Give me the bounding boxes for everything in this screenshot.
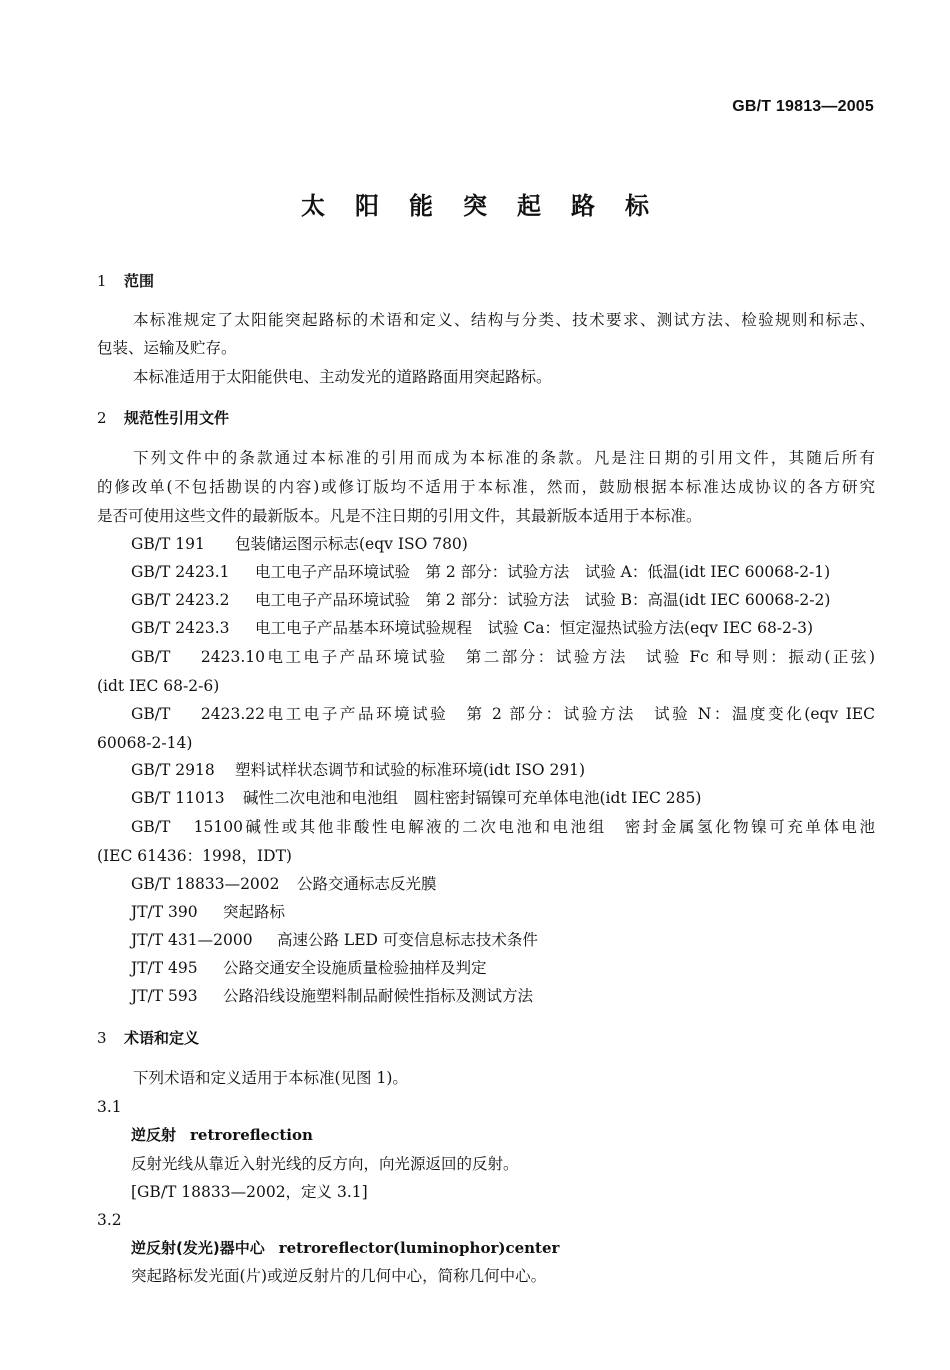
reference-item: GB/T 191 包装储运图示标志(eqv ISO 780) (131, 535, 468, 553)
reference-item: GB/T 2918 塑料试样状态调节和试验的标准环境(idt ISO 291) (131, 761, 586, 779)
term-source: [GB/T 18833—2002，定义 3.1] (131, 1183, 368, 1201)
term-definition: 反射光线从靠近入射光线的反方向，向光源返回的反射。 (131, 1155, 519, 1173)
paragraph-line: 本标准适用于太阳能供电、主动发光的道路路面用突起路标。 (133, 368, 552, 386)
standard-number: GB/T 19813—2005 (732, 98, 874, 115)
reference-item: GB/T 2423.10电工电子产品环境试验 第二部分：试验方法 试验 Fc 和导则：振动(正弦) (131, 648, 875, 666)
paragraph-line: 的修改单(不包括勘误的内容)或修订版均不适用于本标准，然而，鼓励根据本标准达成协议的各方研究 (97, 478, 875, 496)
reference-item-continuation: 60068-2-14) (97, 734, 193, 752)
paragraph-line: 包装、运输及贮存。 (97, 339, 237, 357)
paragraph-line: 是否可使用这些文件的最新版本。凡是不注日期的引用文件，其最新版本适用于本标准。 (97, 507, 702, 525)
document-title: 太阳能突起路标 (301, 192, 679, 220)
paragraph-line: 下列文件中的条款通过本标准的引用而成为本标准的条款。凡是注日期的引用文件，其随后所有 (133, 449, 875, 467)
reference-item: GB/T 2423.22电工电子产品环境试验 第 2 部分：试验方法 试验 N：温度变化(eqv IEC (131, 705, 875, 723)
reference-item: GB/T 2423.3 电工电子产品基本环境试验规程 试验 Ca：恒定湿热试验方法(eqv IEC 68-2-3) (131, 619, 814, 637)
reference-item: JT/T 390 突起路标 (131, 903, 286, 921)
section-heading-normative-references: 2 规范性引用文件 (97, 409, 230, 427)
reference-item: GB/T 15100碱性或其他非酸性电解液的二次电池和电池组 密封金属氢化物镍可充单体电池 (131, 818, 875, 836)
paragraph-line: 下列术语和定义适用于本标准(见图 1)。 (133, 1069, 408, 1087)
section-heading-scope: 1 范围 (97, 272, 155, 290)
reference-item-continuation: (IEC 61436：1998，IDT) (97, 847, 292, 865)
paragraph-line: 本标准规定了太阳能突起路标的术语和定义、结构与分类、技术要求、测试方法、检验规则和标志、 (133, 311, 875, 329)
reference-item: GB/T 18833—2002 公路交通标志反光膜 (131, 875, 437, 893)
reference-item-continuation: (idt IEC 68-2-6) (97, 677, 220, 695)
term-definition: 突起路标发光面(片)或逆反射片的几何中心，简称几何中心。 (131, 1267, 547, 1285)
reference-item: GB/T 11013 碱性二次电池和电池组 圆柱密封镉镍可充单体电池(idt IEC 285) (131, 789, 702, 807)
term-number: 3.2 (97, 1211, 122, 1229)
term-number: 3.1 (97, 1098, 122, 1116)
reference-item: JT/T 431—2000 高速公路 LED 可变信息标志技术条件 (131, 931, 538, 949)
reference-item: JT/T 495 公路交通安全设施质量检验抽样及判定 (131, 959, 487, 977)
reference-item: JT/T 593 公路沿线设施塑料制品耐候性指标及测试方法 (131, 987, 534, 1005)
reference-item: GB/T 2423.1 电工电子产品环境试验 第 2 部分：试验方法 试验 A：低温(idt IEC 60068-2-1) (131, 563, 831, 581)
term-heading: 逆反射(发光)器中心 retroreflector(luminophor)center (131, 1239, 560, 1257)
reference-item: GB/T 2423.2 电工电子产品环境试验 第 2 部分：试验方法 试验 B：高温(idt IEC 60068-2-2) (131, 591, 831, 609)
section-heading-terms-and-definitions: 3 术语和定义 (97, 1029, 200, 1047)
term-heading: 逆反射 retroreflection (131, 1126, 313, 1144)
